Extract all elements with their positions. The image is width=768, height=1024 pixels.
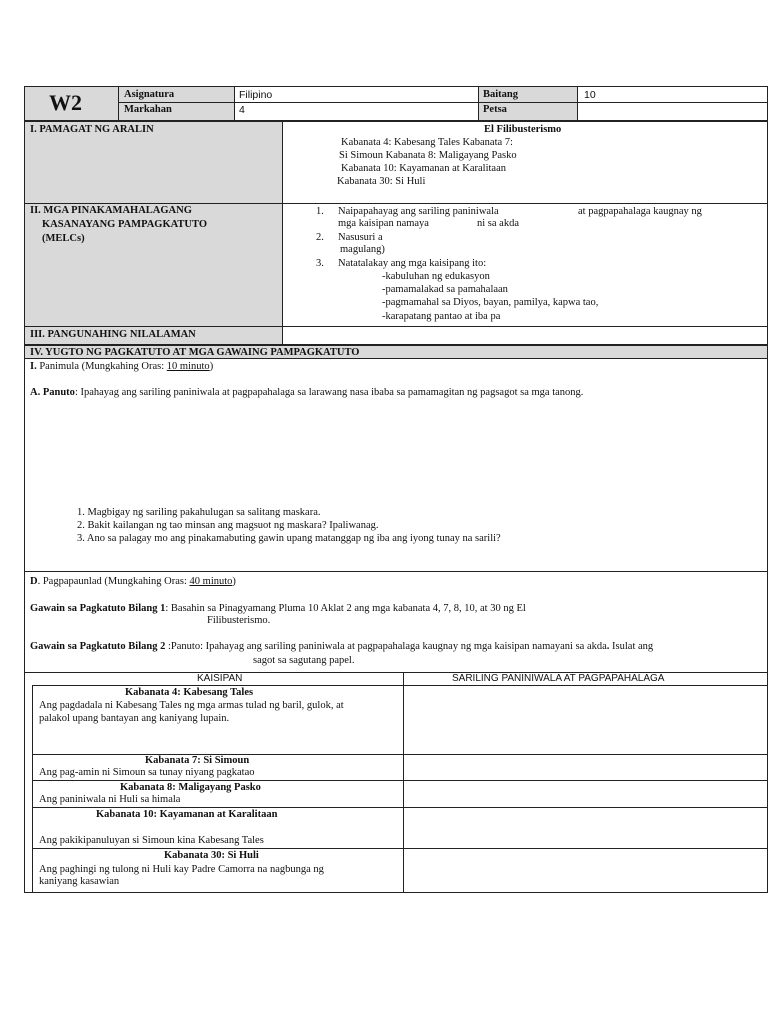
melc-2-text-c: magulang)	[340, 244, 385, 255]
panuto-text: : Ipahayag ang sariling paniniwala at pagpapahalaga sa larawang nasa ibaba sa pamamagitan ng pagsagot sa mga tanong.	[74, 387, 584, 398]
asignatura-value: Filipino	[239, 89, 273, 101]
markahan-value: 4	[239, 104, 245, 116]
row-4-title: Kabanata 10: Kayamanan at Karalitaan	[96, 809, 278, 820]
pagpapaunlad-text: . Pagpapaunlad (Mungkahing Oras:	[37, 576, 190, 587]
gawain2-line2: sagot sa sagutang papel.	[253, 655, 355, 666]
section1-line-2: Si Simoun Kabanata 8: Maligayang Pasko	[339, 150, 517, 161]
week-label: W2	[49, 90, 82, 115]
gawain1-line2: Filibusterismo.	[207, 615, 271, 626]
row-4-text1: Ang pakikipanuluyan si Simoun kina Kabesang Tales	[39, 835, 264, 846]
panimula-line	[30, 361, 213, 373]
pagpapaunlad-time: 40 minuto	[189, 576, 233, 587]
row-1-text1: Ang pagdadala ni Kabesang Tales ng mga armas tulad ng baril, gulok, at	[39, 700, 344, 711]
row-3-title: Kabanata 8: Maligayang Pasko	[120, 782, 261, 793]
section1-line-3: Kabanata 10: Kayamanan at Karalitaan	[341, 163, 507, 174]
row-1-text2: palakol upang bantayan ang kaniyang lupain.	[39, 713, 230, 724]
melc-subitem-2: -pamamalakad sa pamahalaan	[382, 284, 508, 295]
gawain1-text: : Basahin sa Pinagyamang Pluma 10 Aklat 2 ang mga kabanata 4, 7, 8, 10, at 30 ng El	[165, 603, 526, 614]
row-1-title: Kabanata 4: Kabesang Tales	[125, 687, 254, 698]
question-1: 1. Magbigay ng sariling pakahulugan sa salitang maskara.	[77, 507, 321, 518]
melc-subitem-3: -pagmamahal sa Diyos, bayan, pamilya, kapwa tao,	[382, 297, 599, 308]
gawain2-text-b: Isulat ang	[609, 641, 654, 652]
asignatura-label: Asignatura	[124, 89, 175, 100]
row-2-title: Kabanata 7: Si Simoun	[145, 755, 250, 766]
petsa-label: Petsa	[483, 104, 507, 115]
section1-line-1: Kabanata 4: Kabesang Tales Kabanata 7:	[341, 137, 513, 148]
melc-1-text-c: mga kaisipan namaya	[338, 218, 429, 229]
row-2-text1: Ang pag-amin ni Simoun sa tunay niyang pagkatao	[39, 767, 255, 778]
gawain2-text: :Panuto: Ipahayag ang sariling paniniwala at pagpapahalaga kaugnay ng mga kaisipan namayani sa akda	[165, 641, 607, 652]
melc-1-text-d: ni sa akda	[477, 218, 519, 229]
panuto-label: A. Panuto	[30, 387, 75, 398]
melc-3-text-a: Natatalakay ang mga kaisipang ito:	[338, 258, 487, 269]
row-3-text1: Ang paniniwala ni Huli sa himala	[39, 794, 181, 805]
gawain2-dot: .	[606, 641, 610, 652]
row-5-text2: kaniyang kasawian	[39, 876, 120, 887]
section3-title: III. PANGUNAHING NILALAMAN	[30, 329, 196, 340]
baitang-label: Baitang	[483, 89, 519, 100]
melc-2-number: 2.	[316, 232, 324, 243]
pagpapaunlad-label: D	[30, 576, 38, 587]
gawain1-line	[30, 603, 526, 615]
panuto-line	[30, 387, 583, 399]
section2-title-line3: (MELCs)	[42, 233, 85, 244]
panimula-label: I.	[30, 361, 37, 372]
section2-title-line1: II. MGA PINAKAMAHALAGANG	[30, 205, 192, 216]
melc-3-number: 3.	[316, 258, 324, 269]
row-5-text1: Ang paghingi ng tulong ni Huli kay Padre Camorra na nagbunga ng	[39, 864, 324, 875]
pagpapaunlad-line	[30, 576, 236, 588]
row-5-title: Kabanata 30: Si Huli	[164, 850, 259, 861]
pagpapaunlad-close: )	[232, 576, 236, 587]
section1-title: I. PAMAGAT NG ARALIN	[30, 124, 154, 135]
gawain1-label: Gawain sa Pagkatuto Bilang 1	[30, 603, 166, 614]
section2-title-line2: KASANAYANG PAMPAGKATUTO	[42, 219, 208, 230]
baitang-value: 10	[584, 89, 596, 101]
melc-subitem-1: -kabuluhan ng edukasyon	[382, 271, 490, 282]
melc-subitem-4: -karapatang pantao at iba pa	[382, 311, 501, 322]
melc-1-number: 1.	[316, 206, 324, 217]
section4-title: IV. YUGTO NG PAGKATUTO AT MGA GAWAING PAMPAGKATUTO	[30, 347, 360, 358]
melc-2-text-a: Nasusuri a	[338, 232, 383, 243]
panimula-close: )	[209, 361, 214, 372]
table-col1-header: KAISIPAN	[197, 673, 243, 684]
panimula-text: Panimula (Mungkahing Oras:	[36, 361, 167, 372]
section1-book-title: El Filibusterismo	[484, 124, 562, 135]
question-3: 3. Ano sa palagay mo ang pinakamabuting gawin upang matanggap ng iba ang iyong tunay na sarili?	[77, 533, 501, 544]
section1-line-4: Kabanata 30: Si Huli	[337, 176, 426, 187]
gawain2-line	[30, 641, 653, 653]
table-col2-header: SARILING PANINIWALA AT PAGPAPAHALAGA	[452, 673, 665, 684]
melc-1-text-a: Naipapahayag ang sariling paniniwala	[338, 206, 499, 217]
melc-1-text-b: at pagpapahalaga kaugnay ng	[578, 206, 702, 217]
gawain2-label: Gawain sa Pagkatuto Bilang 2	[30, 641, 166, 652]
markahan-label: Markahan	[124, 104, 172, 115]
panimula-time: 10 minuto	[166, 361, 210, 372]
question-2: 2. Bakit kailangan ng tao minsan ang magsuot ng maskara? Ipaliwanag.	[77, 520, 379, 531]
